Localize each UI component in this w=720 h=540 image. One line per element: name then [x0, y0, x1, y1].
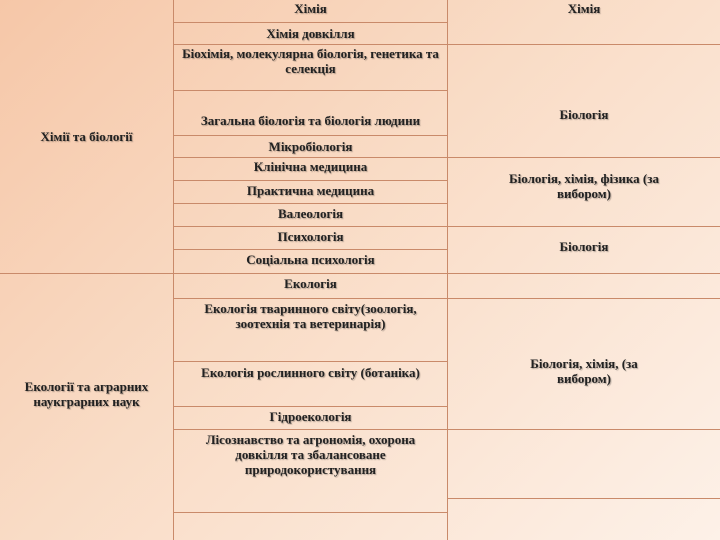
program-cell: Гідроекологія	[269, 409, 352, 424]
program-cell: Соціальна психологія	[246, 251, 375, 267]
program-cell: Практична медицина	[246, 182, 375, 198]
section-label-ecology-agrarian: Екології та аграрних наукграрних наук	[24, 379, 149, 409]
subject-cell: Біологія, хімія, фізика (за вибором)	[509, 171, 659, 201]
program-cell: Екологія	[284, 275, 337, 291]
program-cell: Екологія рослинного світу (ботаніка)	[201, 364, 420, 380]
subject-cell: Біологія	[559, 238, 609, 254]
subject-cell: Біологія	[559, 106, 609, 122]
program-cell: Хімія	[294, 1, 327, 16]
program-cell: Психологія	[277, 228, 344, 244]
program-cell: Лісознавство та агрономія, охорона довкілля та збалансоване природокористування	[205, 432, 416, 477]
program-cell: Валеологія	[277, 205, 344, 221]
program-cell: Екологія тваринного світу(зоологія, зоотехнія та ветеринарія)	[204, 301, 417, 331]
program-cell: Мікробіологія	[268, 139, 353, 154]
section-label-chemistry-biology: Хімії та біології	[40, 129, 133, 144]
program-cell: Хімія довкілля	[266, 26, 355, 41]
program-cell: Клінічна медицина	[253, 158, 368, 174]
subject-cell: Біологія, хімія, (за вибором)	[530, 356, 638, 386]
subject-cell: Хімія	[567, 1, 601, 16]
program-cell: Загальна біологія та біологія людини	[200, 113, 421, 128]
program-cell: Біохімія, молекулярна біологія, генетика та селекція	[182, 46, 439, 76]
